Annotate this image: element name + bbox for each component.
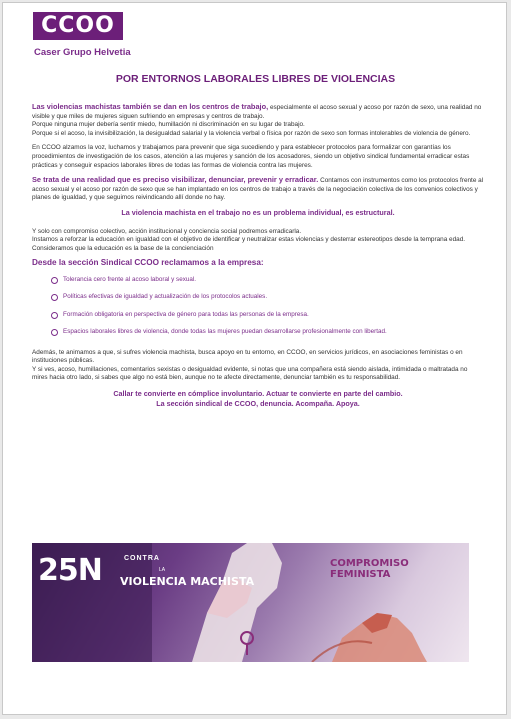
ccoo-logo: CCOO	[33, 12, 123, 40]
intro-lead: Las violencias machistas también se dan en los centros de trabajo,	[32, 102, 269, 111]
paragraph-4	[32, 228, 484, 254]
highlight-statement: La violencia machista en el trabajo no es un problema individual, es estructural.	[121, 207, 395, 217]
paragraph-5	[32, 349, 484, 383]
paragraph-2: En CCOO alzamos la voz, luchamos y trabajamos para prevenir que siga sucediendo y para establecer protocolos para formalizar con garantías los procedimientos de investigación de los casos, atención a las mujeres y sanción de los acosadores, siendo un objetivo sindical fundamental erradicar estas prácticas y conseguir espacios laborales libres de todas las formas de violencia contra las mujeres.	[32, 144, 470, 169]
paragraph-4-line-2: Instamos a reforzar la educación en igualdad con el objetivo de identificar y neutralizar estas violencias y desterrar estereotipos desde la temprana edad. Consideramos que la educación es la base de la concienciación	[32, 236, 466, 252]
list-item: Espacios laborales libres de violencia, donde todas las mujeres puedan desarrollarse profesionalmente con libertad.	[51, 328, 484, 336]
org-name: Caser Grupo Helvetia	[34, 47, 131, 58]
circle-bullet-icon	[51, 329, 58, 336]
closing-line-1: Callar te convierte en cómplice involuntario. Actuar te convierte en parte del cambio.	[113, 388, 403, 398]
document-page	[2, 2, 507, 715]
list-item: Políticas efectivas de igualdad y actualización de los protocolos actuales.	[51, 293, 484, 301]
paragraph-5-line-2: Y si ves, acoso, humillaciones, comentarios sexistas o desigualdad evidente, si notas que una compañera está siendo aislada, intimidada o maltratada no mires hacia otro lado, si sabes que algo no está bien, aunque no te afecte directamente, denunciar también es tu responsabilidad.	[32, 365, 468, 382]
banner-violencia-machista: VIOLENCIA MACHISTA	[120, 575, 255, 588]
intro-text: especialmente el acoso sexual y acoso por razón de sexo, una realidad no visible y que miles de mujeres siguen sufriendo en empresas y centros de trabajo.	[32, 104, 482, 120]
closing-statement	[32, 389, 484, 409]
demands-list	[32, 276, 484, 337]
circle-bullet-icon	[51, 277, 58, 284]
banner-contra: CONTRA	[124, 555, 160, 562]
banner-la: LA	[159, 567, 166, 573]
closing-line-2: La sección sindical de CCOO, denuncia. Acompaña. Apoya.	[156, 398, 360, 408]
paragraph-3-text: Contamos con instrumentos como los protocolos frente al acoso sexual y el acoso por razón de sexo que se han implantado en los centros de trabajo a través de la negociación colectiva de los convenios colectivos y planes de igualdad, y que seguimos reivindicando allí donde no hay.	[32, 177, 484, 202]
paragraph-4-line-1: Y solo con compromiso colectivo, acción institucional y conciencia social podremos erradicarla.	[32, 227, 302, 235]
circle-bullet-icon	[51, 294, 58, 301]
campaign-banner-image	[32, 543, 469, 662]
paragraph-5-line-1: Además, te animamos a que, si sufres violencia machista, busca apoyo en tu entorno, en CCOO, en servicios jurídicos, en asociaciones feministas o en instituciones públicas.	[32, 348, 463, 365]
list-item: Tolerancia cero frente al acoso laboral y sexual.	[51, 276, 484, 284]
demands-heading: Desde la sección Sindical CCOO reclamamos a la empresa:	[32, 258, 264, 268]
document-title: POR ENTORNOS LABORALES LIBRES DE VIOLENCIAS	[115, 73, 396, 85]
list-item: Formación obligatoria en perspectiva de género para todas las personas de la empresa.	[51, 311, 484, 319]
document-body	[32, 103, 484, 415]
intro-line-3: Porque si el acoso, la invisibilización, la desigualdad salarial y la violencia verbal o física por razón de sexo son formas intolerables de violencia de género.	[32, 129, 471, 137]
intro-line-2: Porque ninguna mujer debería sentir miedo, humillación ni discriminación en su lugar de trabajo.	[32, 121, 305, 129]
circle-bullet-icon	[51, 312, 58, 319]
paragraph-3-lead: Se trata de una realidad que es preciso visibilizar, denunciar, prevenir y erradicar.	[32, 175, 319, 185]
paragraph-3	[32, 176, 484, 203]
banner-compromiso-feminista: COMPROMISO FEMINISTA	[330, 558, 409, 580]
banner-date-25n: 25N	[38, 553, 102, 588]
intro-paragraph	[32, 103, 484, 138]
